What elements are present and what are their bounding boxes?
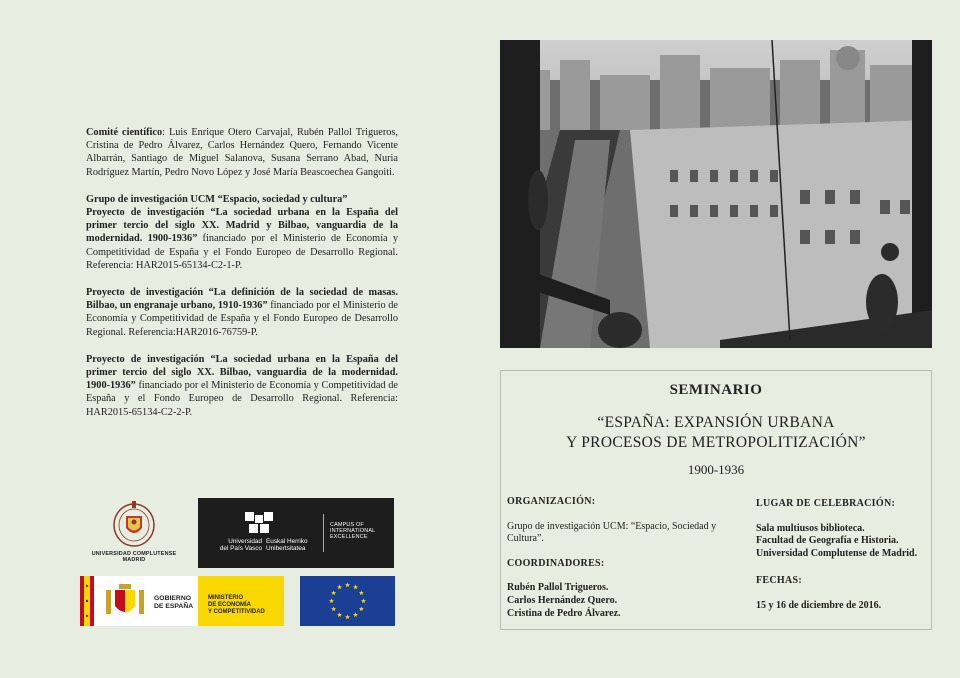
project-3-funding: financiado por el Ministerio de Economía y Competitividad de España y el Fondo Europeo de Desarrollo Regional. Referencia: HAR2015-65134-C2-2-P. [86,380,398,418]
project-1-title: Proyecto de investigación “La sociedad urbana en la España del primer tercio del siglo XX. Madrid y Bilbao, vanguardia de la modernidad. 1900-1936” [86,207,398,245]
eu-flag [300,576,395,626]
madrid-photo [500,40,932,348]
committee-text-block [86,126,398,433]
eu-star-icon [353,612,358,617]
eu-star-icon [331,590,336,595]
seminar-years: 1900-1936 [687,462,745,477]
eu-star-icon [345,614,350,619]
coordinators-list: Rubén Pallol Trigueros. Carlos Hernández Quero. Cristina de Pedro Álvarez. [507,582,621,619]
eu-star-icon [353,585,358,590]
comite-paragraph [86,126,398,179]
eu-star-icon [359,590,364,595]
city-photo-illustration [500,40,932,348]
comite-text: : Luis Enrique Otero Carvajal, Rubén Pallol Trigueros, Cristina de Pedro Álvarez, Carlos Hernández Quero, Fernando Vicente Albarrán, Santiago de Miguel Salanova, Susana Serrano Abad, Nuria Rodríguez Martín, Pedro Novo López y José María Beascoechea Gangoiti. [86,127,398,178]
project-paragraph-2 [86,286,398,339]
spain-flag-icon [80,576,94,626]
gobierno-logo [80,576,284,626]
seminar-info-box [500,370,932,630]
eu-star-icon [331,606,336,611]
eu-star-icon [337,612,342,617]
ehu-logo [198,498,394,568]
project-paragraph-3 [86,353,398,419]
ucm-name: UNIVERSIDAD COMPLUTENSE MADRID [91,551,177,563]
organization-block [507,496,745,620]
dates-heading: FECHAS: [756,575,802,587]
ehu-name-eu: Euskal Herriko Unibertsitatea [266,538,308,552]
project-1-funding: financiado por el Ministerio de Economía y Competitividad de España y el Fondo Europeo de Desarrollo Regional. Referencia: HAR2015-65134-C2-1-P. [86,233,398,271]
comite-label: Comité científico [86,127,163,138]
eu-star-icon [337,585,342,590]
eu-star-icon [359,606,364,611]
eu-star-icon [329,598,334,603]
venue-block [756,498,928,613]
project-paragraph-1 [86,193,398,272]
eu-star-icon [361,598,366,603]
organization-value: Grupo de investigación UCM: “Espacio, Sociedad y Cultura”. [507,520,717,545]
ehu-mark-icon [245,512,273,534]
group-heading: Grupo de investigación UCM “Espacio, sociedad y cultura” [86,193,348,205]
ucm-seal-icon [112,498,156,548]
sponsor-logos [80,498,396,628]
organization-heading: ORGANIZACIÓN: [507,496,596,507]
ehu-divider [323,514,324,552]
ministerio-text: MINISTERIO DE ECONOMÍA Y COMPETITIVIDAD [208,595,265,615]
ucm-logo [80,498,188,570]
project-3-title: Proyecto de investigación “La sociedad urbana en la España del primer tercio del siglo XX. Bilbao, vanguardia de la modernidad. 1900-1936” [86,353,398,392]
venue-value: Sala multiusos biblioteca. Facultad de Geografía e Historia. Universidad Complutense de Madrid. [756,522,918,559]
seminar-title: “ESPAÑA: EXPANSIÓN URBANA Y PROCESOS DE METROPOLITIZACIÓN” [566,414,866,451]
ehu-name-es: Universidad del País Vasco [219,538,262,552]
spain-coat-of-arms-icon [104,582,146,620]
project-2-funding: financiado por el Ministerio de Economía y Competitividad de España y el Fondo Europeo de Desarrollo Regional. Referencia:HAR2016-76759-P. [86,300,398,338]
coordinators-heading: COORDINADORES: [507,557,605,569]
dates-value: 15 y 16 de diciembre de 2016. [756,599,882,611]
seminar-type: SEMINARIO [669,382,763,398]
eu-stars-icon [300,576,395,626]
eu-star-icon [345,582,350,587]
project-2-title: Proyecto de investigación “La definición de la sociedad de masas. Bilbao, un engranaje urbano, 1910-1936” [86,287,398,312]
ehu-campus-text: CAMPUS OF INTERNATIONAL EXCELLENCE [330,522,376,541]
venue-heading: LUGAR DE CELEBRACIÓN: [756,498,896,509]
gobierno-text: GOBIERNO DE ESPAÑA [154,595,194,610]
